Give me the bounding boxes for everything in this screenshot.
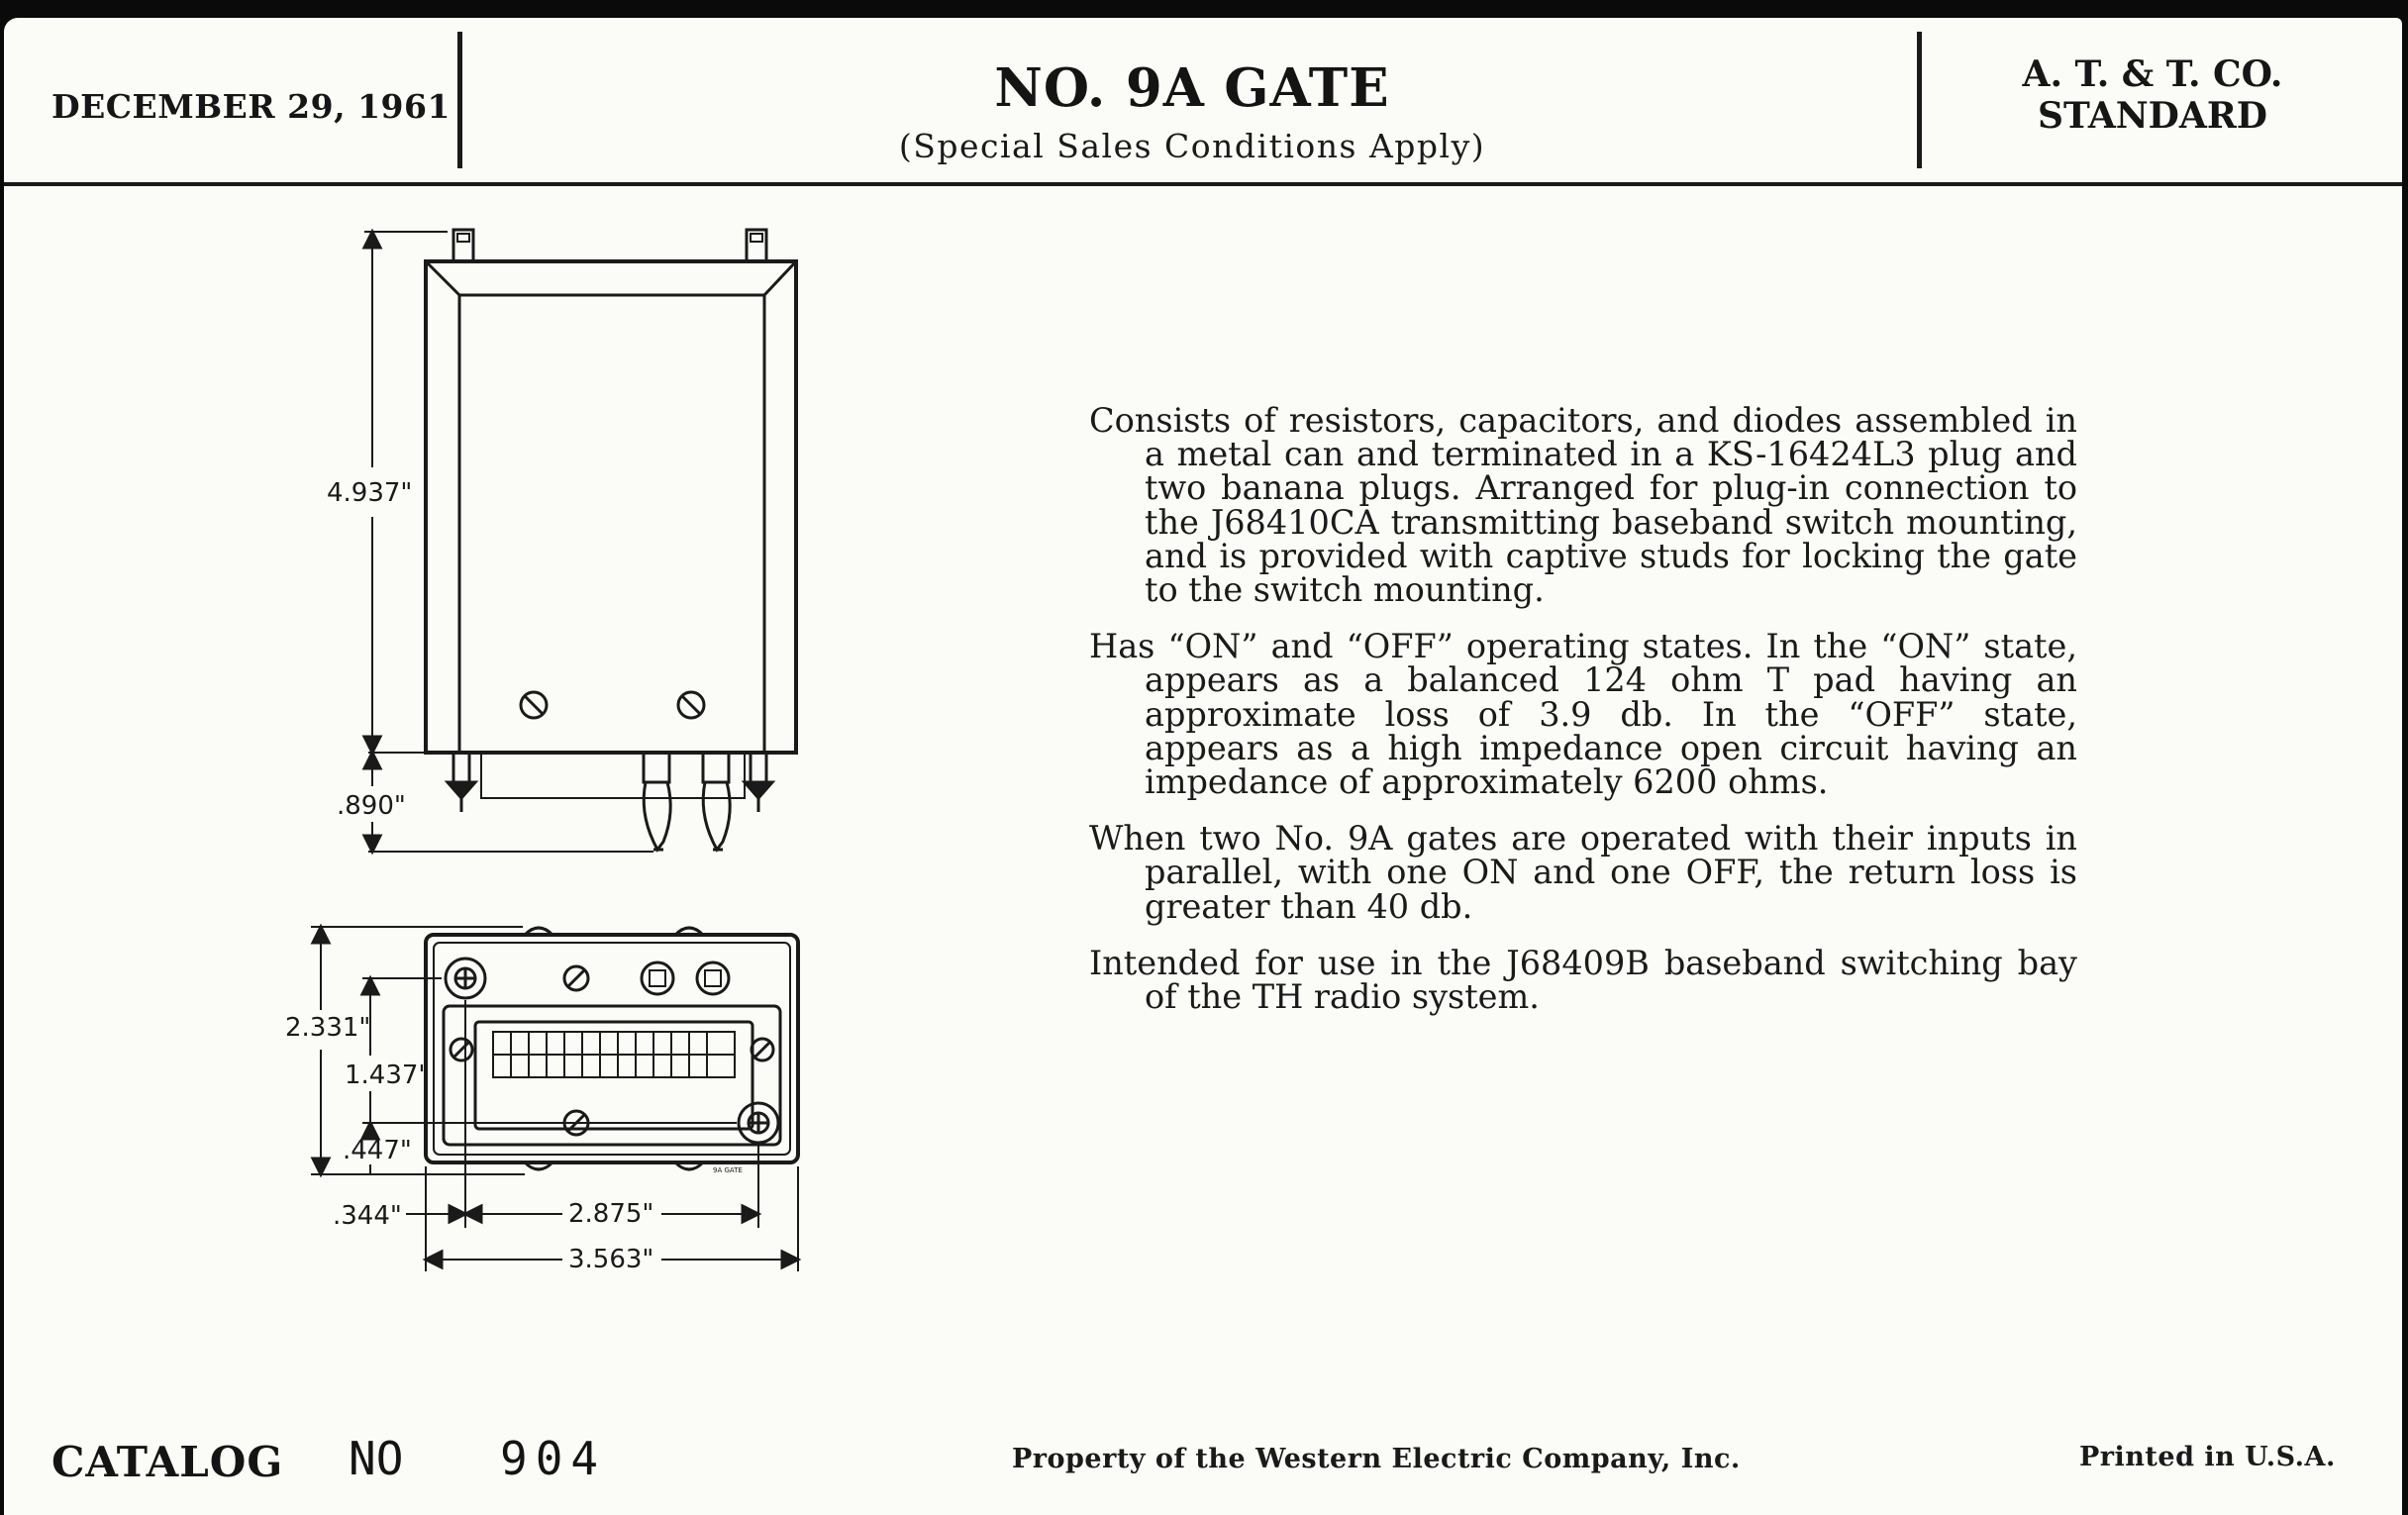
dim-height-side: 4.937" [327, 478, 413, 508]
dim-width-outer: 3.563" [568, 1245, 654, 1274]
printed-notice: Printed in U.S.A. [2079, 1442, 2336, 1472]
dim-height-inner: 1.437" [345, 1060, 431, 1090]
dim-plug-length: .890" [337, 791, 406, 821]
dim-offset: .447" [343, 1136, 412, 1165]
standard-org: A. T. & T. CO. [2022, 53, 2283, 95]
dim-left-offset: .344" [333, 1201, 402, 1231]
catalog-no-label: NO [349, 1432, 404, 1485]
gate-tag: 9A GATE [713, 1166, 743, 1174]
standard-label: STANDARD [2038, 95, 2267, 137]
description-paragraph: Has “ON” and “OFF” operating states. In the “ON” state, appears as a balanced 124 ohm T pad having an approximate loss of 3.9 db. In the “OFF” state, appears as a high impedance open circuit having an impedance of approximately 6200 ohms. [1089, 627, 2077, 802]
issue-date: DECEMBER 29, 1961 [51, 87, 451, 126]
catalog-label: CATALOG [51, 1438, 284, 1486]
description-paragraph: Consists of resistors, capacitors, and diodes assembled in a metal can and terminated in a KS-16424L3 plug and two banana plugs. Arranged for plug-in connection to the J68410CA transmitting baseband switch mounting, and is provided with captive studs for locking the gate to the switch mounting. [1089, 401, 2077, 610]
catalog-number: 904 [500, 1432, 607, 1485]
property-notice: Property of the Western Electric Company, Inc. [1012, 1444, 1741, 1474]
side-view-drawing [364, 230, 796, 852]
product-subtitle: (Special Sales Conditions Apply) [898, 127, 1486, 165]
dim-width-inner: 2.875" [568, 1199, 654, 1229]
description-paragraph: When two No. 9A gates are operated with their inputs in parallel, with one ON and one OFF, the return loss is greater than 40 db. [1089, 819, 2077, 926]
dim-height-outer: 2.331" [285, 1013, 371, 1043]
description-text [1089, 401, 2077, 1037]
product-title: NO. 9A GATE [994, 57, 1390, 119]
description-paragraph: Intended for use in the J68409B baseband switching bay of the TH radio system. [1089, 943, 2077, 1017]
